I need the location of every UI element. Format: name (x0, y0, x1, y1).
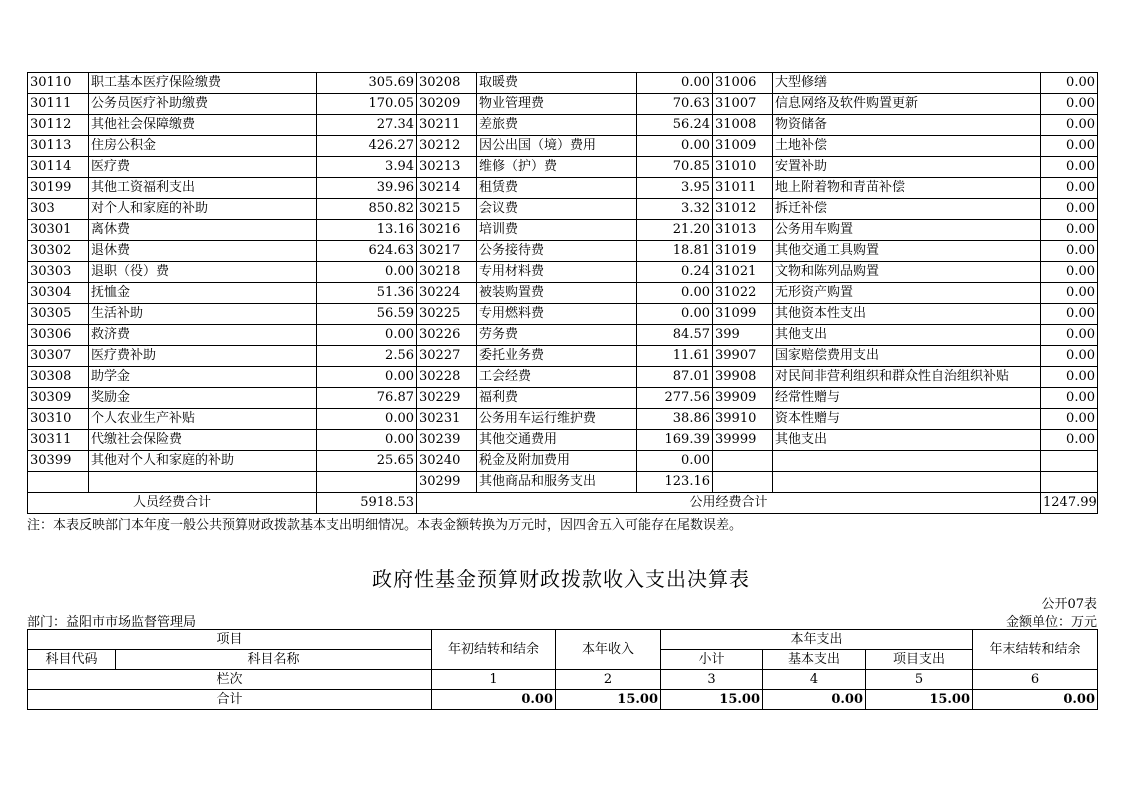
subject-name: 其他商品和服务支出 (477, 472, 637, 493)
amount (1041, 451, 1098, 472)
amount: 170.05 (317, 94, 417, 115)
subject-name: 其他社会保障缴费 (89, 115, 317, 136)
subject-name: 其他支出 (773, 325, 1041, 346)
table-note: 注：本表反映部门本年度一般公共预算财政拨款基本支出明细情况。本表金额转换为万元时，因四舍五入可能存在尾数误差。 (27, 518, 743, 533)
amount: 0.00 (1041, 388, 1098, 409)
subject-code: 39908 (713, 367, 773, 388)
column-number: 1 (432, 670, 556, 690)
subject-code: 30216 (417, 220, 477, 241)
subject-name: 劳务费 (477, 325, 637, 346)
subject-code: 30218 (417, 262, 477, 283)
subject-name: 取暖费 (477, 73, 637, 94)
subject-name: 住房公积金 (89, 136, 317, 157)
subject-name: 土地补偿 (773, 136, 1041, 157)
header-income: 本年收入 (556, 630, 661, 670)
subject-code: 30111 (28, 94, 89, 115)
amount: 0.00 (1041, 220, 1098, 241)
subject-code: 31099 (713, 304, 773, 325)
total-value: 0.00 (763, 690, 866, 710)
table-row (28, 199, 1098, 220)
subject-code: 31013 (713, 220, 773, 241)
subject-code: 31022 (713, 283, 773, 304)
subject-name: 医疗费补助 (89, 346, 317, 367)
subject-name: 其他支出 (773, 430, 1041, 451)
amount: 850.82 (317, 199, 417, 220)
amount: 0.00 (1041, 241, 1098, 262)
subject-code: 30231 (417, 409, 477, 430)
subject-code: 39907 (713, 346, 773, 367)
amount: 123.16 (637, 472, 713, 493)
unit-label: 金额单位：万元 (1005, 615, 1097, 630)
subject-code: 30213 (417, 157, 477, 178)
subject-name: 专用燃料费 (477, 304, 637, 325)
subject-code: 31009 (713, 136, 773, 157)
amount (1041, 472, 1098, 493)
subject-code: 31011 (713, 178, 773, 199)
subject-code: 30226 (417, 325, 477, 346)
subject-name: 职工基本医疗保险缴费 (89, 73, 317, 94)
amount: 0.24 (637, 262, 713, 283)
amount: 0.00 (1041, 325, 1098, 346)
subject-code: 39909 (713, 388, 773, 409)
subject-code: 303 (28, 199, 89, 220)
subject-name: 物资储备 (773, 115, 1041, 136)
amount: 56.24 (637, 115, 713, 136)
amount: 0.00 (1041, 157, 1098, 178)
subject-name: 专用材料费 (477, 262, 637, 283)
amount: 624.63 (317, 241, 417, 262)
subject-name: 差旅费 (477, 115, 637, 136)
subject-name: 代缴社会保险费 (89, 430, 317, 451)
amount: 0.00 (637, 451, 713, 472)
subject-name (89, 472, 317, 493)
amount: 0.00 (637, 304, 713, 325)
subject-name: 公务用车购置 (773, 220, 1041, 241)
subject-code: 31008 (713, 115, 773, 136)
table-row (28, 136, 1098, 157)
subject-name: 个人农业生产补贴 (89, 409, 317, 430)
column-number: 6 (973, 670, 1098, 690)
subject-name: 福利费 (477, 388, 637, 409)
subject-code: 31012 (713, 199, 773, 220)
total-value: 0.00 (973, 690, 1098, 710)
amount: 2.56 (317, 346, 417, 367)
subject-code: 30239 (417, 430, 477, 451)
amount: 0.00 (1041, 430, 1098, 451)
table-row (28, 73, 1098, 94)
column-number: 4 (763, 670, 866, 690)
amount: 305.69 (317, 73, 417, 94)
subject-name: 其他交通工具购置 (773, 241, 1041, 262)
subject-code: 30306 (28, 325, 89, 346)
subject-code: 30299 (417, 472, 477, 493)
subject-code (713, 451, 773, 472)
subject-code: 30305 (28, 304, 89, 325)
header-opening-balance: 年初结转和结余 (432, 630, 556, 670)
subject-code: 30225 (417, 304, 477, 325)
table-row (28, 451, 1098, 472)
table-row (28, 220, 1098, 241)
subject-name: 文物和陈列品购置 (773, 262, 1041, 283)
subject-code: 30214 (417, 178, 477, 199)
page-title: 政府性基金预算财政拨款收入支出决算表 (372, 567, 750, 591)
amount: 0.00 (317, 409, 417, 430)
amount: 11.61 (637, 346, 713, 367)
table-row (28, 283, 1098, 304)
total-value: 15.00 (661, 690, 763, 710)
subject-name: 其他交通费用 (477, 430, 637, 451)
table-row (28, 241, 1098, 262)
subject-name: 大型修缮 (773, 73, 1041, 94)
amount: 0.00 (317, 367, 417, 388)
table-row (28, 409, 1098, 430)
subject-code: 399 (713, 325, 773, 346)
subject-name: 税金及附加费用 (477, 451, 637, 472)
subject-code: 30307 (28, 346, 89, 367)
amount: 277.56 (637, 388, 713, 409)
table-row (28, 178, 1098, 199)
subject-code: 30302 (28, 241, 89, 262)
column-number: 3 (661, 670, 763, 690)
subject-name: 租赁费 (477, 178, 637, 199)
row-number-label: 栏次 (28, 670, 432, 690)
amount: 51.36 (317, 283, 417, 304)
subject-name: 医疗费 (89, 157, 317, 178)
personnel-total-value: 5918.53 (317, 493, 417, 514)
total-row (28, 690, 1098, 710)
subject-code: 30310 (28, 409, 89, 430)
subject-code: 30399 (28, 451, 89, 472)
subject-name: 拆迁补偿 (773, 199, 1041, 220)
amount: 21.20 (637, 220, 713, 241)
subject-code: 30113 (28, 136, 89, 157)
subject-name: 救济费 (89, 325, 317, 346)
subject-name: 离休费 (89, 220, 317, 241)
subject-code: 30112 (28, 115, 89, 136)
column-number-row (28, 670, 1098, 690)
amount: 25.65 (317, 451, 417, 472)
amount: 169.39 (637, 430, 713, 451)
amount: 0.00 (317, 325, 417, 346)
amount: 426.27 (317, 136, 417, 157)
subject-name: 经常性赠与 (773, 388, 1041, 409)
subject-code: 30227 (417, 346, 477, 367)
subject-name: 安置补助 (773, 157, 1041, 178)
subject-name (773, 472, 1041, 493)
amount: 0.00 (1041, 136, 1098, 157)
amount: 0.00 (637, 73, 713, 94)
subject-name: 会议费 (477, 199, 637, 220)
subject-name: 无形资产购置 (773, 283, 1041, 304)
header-subtotal: 小计 (661, 650, 763, 670)
subject-name: 其他资本性支出 (773, 304, 1041, 325)
subject-code: 31006 (713, 73, 773, 94)
subject-name: 委托业务费 (477, 346, 637, 367)
subject-name: 资本性赠与 (773, 409, 1041, 430)
amount: 87.01 (637, 367, 713, 388)
total-value: 15.00 (556, 690, 661, 710)
subject-name: 抚恤金 (89, 283, 317, 304)
amount: 13.16 (317, 220, 417, 241)
subject-code: 31019 (713, 241, 773, 262)
subject-code: 30301 (28, 220, 89, 241)
amount: 0.00 (1041, 409, 1098, 430)
subject-name: 因公出国（境）费用 (477, 136, 637, 157)
amount: 0.00 (1041, 199, 1098, 220)
column-number: 2 (556, 670, 661, 690)
subject-name: 公务用车运行维护费 (477, 409, 637, 430)
subject-name: 物业管理费 (477, 94, 637, 115)
amount: 70.85 (637, 157, 713, 178)
subject-name: 其他对个人和家庭的补助 (89, 451, 317, 472)
amount: 3.32 (637, 199, 713, 220)
subject-name: 公务员医疗补助缴费 (89, 94, 317, 115)
amount: 0.00 (1041, 346, 1098, 367)
amount: 76.87 (317, 388, 417, 409)
subject-code: 30212 (417, 136, 477, 157)
amount: 0.00 (1041, 115, 1098, 136)
header-expenditure: 本年支出 (661, 630, 973, 650)
department-label: 部门：益阳市市场监督管理局 (27, 615, 197, 630)
basic-expenditure-detail-table (27, 72, 1098, 514)
table-row (28, 367, 1098, 388)
amount: 3.95 (637, 178, 713, 199)
table-row (28, 346, 1098, 367)
subject-name: 国家赔偿费用支出 (773, 346, 1041, 367)
subject-code: 30114 (28, 157, 89, 178)
header-closing-balance: 年末结转和结余 (973, 630, 1098, 670)
subject-code: 31010 (713, 157, 773, 178)
header-subject-name: 科目名称 (116, 650, 432, 670)
amount: 0.00 (1041, 94, 1098, 115)
subject-name: 对个人和家庭的补助 (89, 199, 317, 220)
table-row (28, 262, 1098, 283)
subject-name: 被装购置费 (477, 283, 637, 304)
amount: 39.96 (317, 178, 417, 199)
subject-code: 39999 (713, 430, 773, 451)
subject-name: 对民间非营利组织和群众性自治组织补贴 (773, 367, 1041, 388)
subject-code: 30229 (417, 388, 477, 409)
table-row (28, 430, 1098, 451)
government-fund-table (27, 629, 1098, 710)
table-row (28, 388, 1098, 409)
total-value: 15.00 (866, 690, 973, 710)
amount: 56.59 (317, 304, 417, 325)
subject-code: 30304 (28, 283, 89, 304)
subject-code: 31021 (713, 262, 773, 283)
subject-name: 公务接待费 (477, 241, 637, 262)
amount: 0.00 (1041, 304, 1098, 325)
amount: 38.86 (637, 409, 713, 430)
subject-name: 工会经费 (477, 367, 637, 388)
public-total-label: 公用经费合计 (417, 493, 1041, 514)
subject-code: 31007 (713, 94, 773, 115)
table-row (28, 472, 1098, 493)
subject-code: 30110 (28, 73, 89, 94)
total-value: 0.00 (432, 690, 556, 710)
totals-row (28, 493, 1098, 514)
subject-name: 培训费 (477, 220, 637, 241)
table-code: 公开07表 (1041, 597, 1097, 612)
amount: 0.00 (1041, 283, 1098, 304)
subject-name: 信息网络及软件购置更新 (773, 94, 1041, 115)
amount: 0.00 (1041, 367, 1098, 388)
subject-code: 30215 (417, 199, 477, 220)
subject-code (713, 472, 773, 493)
subject-name: 地上附着物和青苗补偿 (773, 178, 1041, 199)
amount: 0.00 (317, 430, 417, 451)
subject-code: 30228 (417, 367, 477, 388)
subject-name: 退休费 (89, 241, 317, 262)
subject-code: 30211 (417, 115, 477, 136)
personnel-total-label: 人员经费合计 (28, 493, 317, 514)
amount: 0.00 (1041, 73, 1098, 94)
subject-code: 30311 (28, 430, 89, 451)
total-label: 合计 (28, 690, 432, 710)
subject-code: 30303 (28, 262, 89, 283)
table-row (28, 115, 1098, 136)
amount: 0.00 (637, 283, 713, 304)
subject-code: 30308 (28, 367, 89, 388)
subject-name: 奖励金 (89, 388, 317, 409)
subject-name: 助学金 (89, 367, 317, 388)
subject-code: 30208 (417, 73, 477, 94)
table-row (28, 325, 1098, 346)
subject-name: 维修（护）费 (477, 157, 637, 178)
subject-code: 30309 (28, 388, 89, 409)
header-basic: 基本支出 (763, 650, 866, 670)
subject-code: 30224 (417, 283, 477, 304)
subject-name: 其他工资福利支出 (89, 178, 317, 199)
subject-code: 30199 (28, 178, 89, 199)
table-row (28, 304, 1098, 325)
amount: 27.34 (317, 115, 417, 136)
amount: 84.57 (637, 325, 713, 346)
header-subject-code: 科目代码 (28, 650, 116, 670)
header-item: 项目 (28, 630, 432, 650)
amount: 70.63 (637, 94, 713, 115)
subject-name: 退职（役）费 (89, 262, 317, 283)
subject-code: 30217 (417, 241, 477, 262)
table-row (28, 94, 1098, 115)
amount: 0.00 (637, 136, 713, 157)
amount: 0.00 (1041, 178, 1098, 199)
amount: 18.81 (637, 241, 713, 262)
public-total-value: 1247.99 (1041, 493, 1098, 514)
subject-code: 30209 (417, 94, 477, 115)
subject-code (28, 472, 89, 493)
subject-name (773, 451, 1041, 472)
table-row (28, 157, 1098, 178)
amount: 0.00 (317, 262, 417, 283)
header-project: 项目支出 (866, 650, 973, 670)
column-number: 5 (866, 670, 973, 690)
subject-code: 30240 (417, 451, 477, 472)
amount: 3.94 (317, 157, 417, 178)
amount: 0.00 (1041, 262, 1098, 283)
subject-name: 生活补助 (89, 304, 317, 325)
amount (317, 472, 417, 493)
subject-code: 39910 (713, 409, 773, 430)
